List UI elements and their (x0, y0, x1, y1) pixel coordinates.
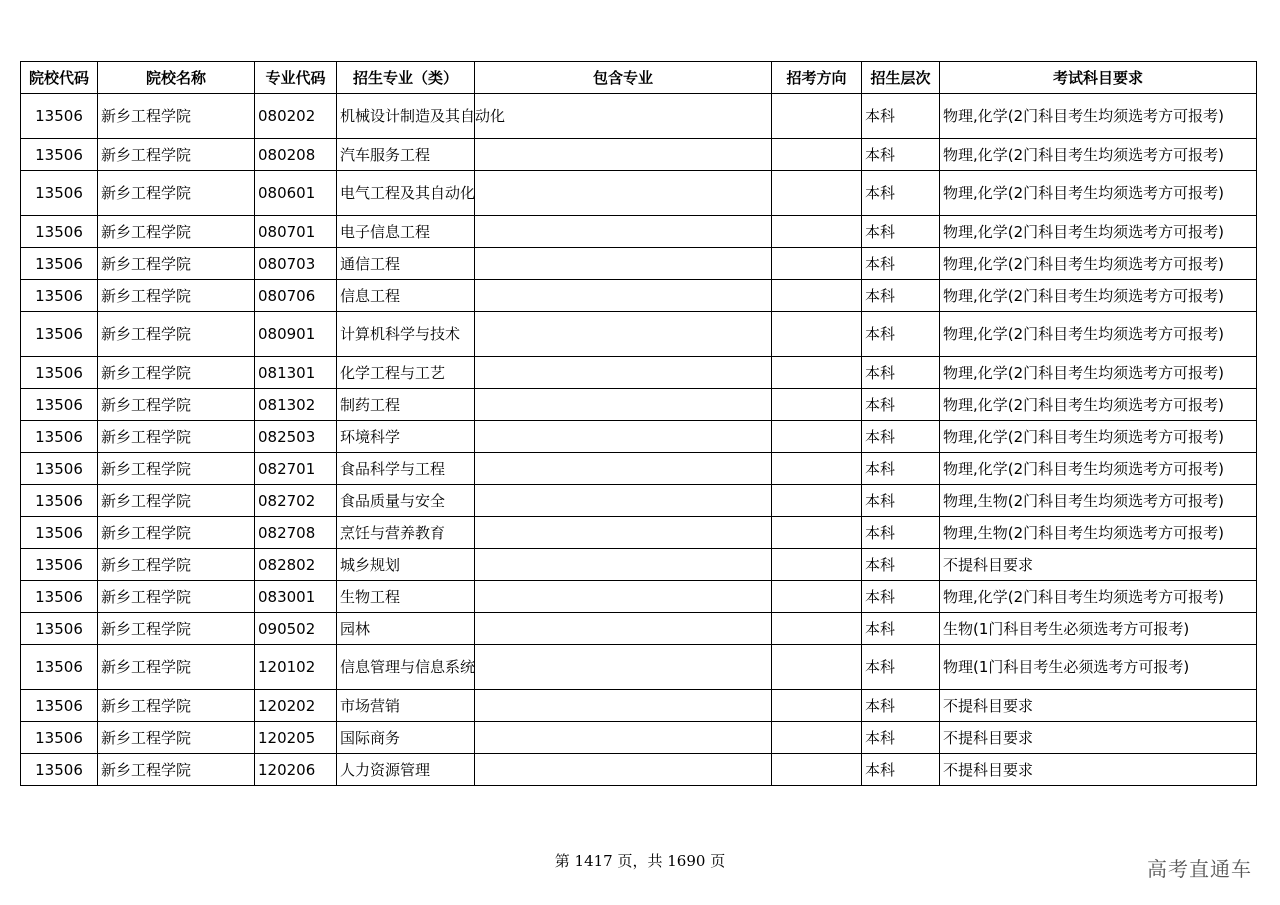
cell-school-code: 13506 (21, 94, 98, 139)
cell-major-code: 080202 (255, 94, 337, 139)
cell-major: 生物工程 (337, 581, 475, 613)
cell-direction (772, 722, 862, 754)
cell-direction (772, 248, 862, 280)
cell-included-majors (475, 94, 772, 139)
cell-major-code: 082702 (255, 485, 337, 517)
cell-included-majors (475, 722, 772, 754)
cell-level: 本科 (862, 485, 940, 517)
cell-school-name: 新乡工程学院 (98, 645, 255, 690)
cell-requirement: 物理,化学(2门科目考生均须选考方可报考) (940, 312, 1257, 357)
cell-direction (772, 280, 862, 312)
cell-level: 本科 (862, 517, 940, 549)
cell-requirement: 不提科目要求 (940, 754, 1257, 786)
cell-level: 本科 (862, 722, 940, 754)
cell-major: 电气工程及其自动化 (337, 171, 475, 216)
header-school-name: 院校名称 (98, 62, 255, 94)
cell-major-code: 082701 (255, 453, 337, 485)
cell-direction (772, 216, 862, 248)
cell-major: 通信工程 (337, 248, 475, 280)
cell-major-code: 080706 (255, 280, 337, 312)
cell-school-name: 新乡工程学院 (98, 581, 255, 613)
cell-direction (772, 453, 862, 485)
cell-direction (772, 94, 862, 139)
cell-level: 本科 (862, 581, 940, 613)
cell-requirement: 物理,化学(2门科目考生均须选考方可报考) (940, 171, 1257, 216)
cell-major-code: 081301 (255, 357, 337, 389)
cell-included-majors (475, 645, 772, 690)
cell-level: 本科 (862, 389, 940, 421)
cell-school-code: 13506 (21, 645, 98, 690)
cell-level: 本科 (862, 421, 940, 453)
cell-major-code: 080901 (255, 312, 337, 357)
cell-direction (772, 517, 862, 549)
watermark: 高考直通车 (1147, 857, 1252, 881)
cell-major: 人力资源管理 (337, 754, 475, 786)
cell-school-name: 新乡工程学院 (98, 517, 255, 549)
cell-direction (772, 485, 862, 517)
cell-included-majors (475, 453, 772, 485)
table-row (21, 216, 1257, 248)
table-row (21, 549, 1257, 581)
cell-major-code: 080208 (255, 139, 337, 171)
cell-school-code: 13506 (21, 216, 98, 248)
cell-school-name: 新乡工程学院 (98, 485, 255, 517)
cell-school-name: 新乡工程学院 (98, 94, 255, 139)
cell-included-majors (475, 517, 772, 549)
cell-major: 烹饪与营养教育 (337, 517, 475, 549)
cell-direction (772, 549, 862, 581)
cell-requirement: 物理,化学(2门科目考生均须选考方可报考) (940, 280, 1257, 312)
cell-school-code: 13506 (21, 171, 98, 216)
cell-school-name: 新乡工程学院 (98, 722, 255, 754)
cell-level: 本科 (862, 613, 940, 645)
cell-school-code: 13506 (21, 754, 98, 786)
cell-major: 电子信息工程 (337, 216, 475, 248)
cell-included-majors (475, 485, 772, 517)
header-row (21, 62, 1257, 94)
cell-requirement: 不提科目要求 (940, 722, 1257, 754)
cell-included-majors (475, 549, 772, 581)
table-row (21, 94, 1257, 139)
cell-direction (772, 139, 862, 171)
cell-requirement: 物理,化学(2门科目考生均须选考方可报考) (940, 139, 1257, 171)
cell-requirement: 物理,化学(2门科目考生均须选考方可报考) (940, 581, 1257, 613)
cell-level: 本科 (862, 549, 940, 581)
cell-school-code: 13506 (21, 139, 98, 171)
cell-major-code: 082708 (255, 517, 337, 549)
cell-requirement: 物理,化学(2门科目考生均须选考方可报考) (940, 421, 1257, 453)
cell-school-code: 13506 (21, 690, 98, 722)
cell-major-code: 080703 (255, 248, 337, 280)
cell-school-code: 13506 (21, 453, 98, 485)
cell-requirement: 物理,化学(2门科目考生均须选考方可报考) (940, 248, 1257, 280)
cell-major-code: 120202 (255, 690, 337, 722)
cell-school-name: 新乡工程学院 (98, 613, 255, 645)
table-row (21, 357, 1257, 389)
cell-included-majors (475, 581, 772, 613)
cell-school-name: 新乡工程学院 (98, 549, 255, 581)
cell-school-code: 13506 (21, 248, 98, 280)
cell-major-code: 090502 (255, 613, 337, 645)
cell-included-majors (475, 690, 772, 722)
cell-included-majors (475, 754, 772, 786)
cell-school-code: 13506 (21, 280, 98, 312)
cell-school-name: 新乡工程学院 (98, 357, 255, 389)
cell-requirement: 物理,生物(2门科目考生均须选考方可报考) (940, 485, 1257, 517)
header-major: 招生专业（类） (337, 62, 475, 94)
cell-school-code: 13506 (21, 389, 98, 421)
cell-level: 本科 (862, 312, 940, 357)
table-row (21, 690, 1257, 722)
cell-school-code: 13506 (21, 517, 98, 549)
cell-level: 本科 (862, 248, 940, 280)
cell-major: 城乡规划 (337, 549, 475, 581)
cell-direction (772, 690, 862, 722)
cell-direction (772, 312, 862, 357)
cell-level: 本科 (862, 357, 940, 389)
table-row (21, 421, 1257, 453)
cell-level: 本科 (862, 645, 940, 690)
cell-major-code: 080701 (255, 216, 337, 248)
cell-direction (772, 421, 862, 453)
cell-school-code: 13506 (21, 312, 98, 357)
cell-school-name: 新乡工程学院 (98, 453, 255, 485)
cell-requirement: 物理,化学(2门科目考生均须选考方可报考) (940, 453, 1257, 485)
cell-major-code: 080601 (255, 171, 337, 216)
cell-school-code: 13506 (21, 722, 98, 754)
cell-direction (772, 645, 862, 690)
cell-requirement: 物理,化学(2门科目考生均须选考方可报考) (940, 357, 1257, 389)
cell-direction (772, 754, 862, 786)
table-row (21, 139, 1257, 171)
cell-major: 环境科学 (337, 421, 475, 453)
header-included-majors: 包含专业 (475, 62, 772, 94)
cell-major-code: 083001 (255, 581, 337, 613)
cell-school-name: 新乡工程学院 (98, 690, 255, 722)
header-school-code: 院校代码 (21, 62, 98, 94)
cell-direction (772, 581, 862, 613)
table-row (21, 722, 1257, 754)
table-row (21, 613, 1257, 645)
header-direction: 招考方向 (772, 62, 862, 94)
cell-school-code: 13506 (21, 581, 98, 613)
cell-level: 本科 (862, 94, 940, 139)
cell-direction (772, 613, 862, 645)
cell-school-name: 新乡工程学院 (98, 248, 255, 280)
cell-major: 市场营销 (337, 690, 475, 722)
table-row (21, 754, 1257, 786)
table-row (21, 453, 1257, 485)
cell-school-code: 13506 (21, 613, 98, 645)
table-row (21, 517, 1257, 549)
cell-included-majors (475, 248, 772, 280)
cell-included-majors (475, 171, 772, 216)
cell-school-name: 新乡工程学院 (98, 139, 255, 171)
table-row (21, 312, 1257, 357)
admissions-table (20, 61, 1257, 786)
cell-school-code: 13506 (21, 357, 98, 389)
cell-major-code: 120206 (255, 754, 337, 786)
cell-requirement: 物理,化学(2门科目考生均须选考方可报考) (940, 216, 1257, 248)
page-footer: 第 1417 页，共 1690 页 (554, 852, 726, 870)
cell-major: 食品科学与工程 (337, 453, 475, 485)
cell-direction (772, 357, 862, 389)
cell-included-majors (475, 389, 772, 421)
cell-requirement: 不提科目要求 (940, 690, 1257, 722)
cell-level: 本科 (862, 139, 940, 171)
cell-school-code: 13506 (21, 421, 98, 453)
cell-school-name: 新乡工程学院 (98, 754, 255, 786)
cell-major: 信息管理与信息系统 (337, 645, 475, 690)
cell-level: 本科 (862, 280, 940, 312)
cell-included-majors (475, 613, 772, 645)
cell-major: 化学工程与工艺 (337, 357, 475, 389)
cell-level: 本科 (862, 216, 940, 248)
cell-school-name: 新乡工程学院 (98, 171, 255, 216)
cell-school-name: 新乡工程学院 (98, 389, 255, 421)
cell-major-code: 081302 (255, 389, 337, 421)
cell-major: 园林 (337, 613, 475, 645)
cell-included-majors (475, 357, 772, 389)
cell-major-code: 120102 (255, 645, 337, 690)
cell-requirement: 物理,化学(2门科目考生均须选考方可报考) (940, 94, 1257, 139)
table-row (21, 171, 1257, 216)
table-row (21, 645, 1257, 690)
cell-major-code: 082503 (255, 421, 337, 453)
cell-level: 本科 (862, 453, 940, 485)
table-body (21, 94, 1257, 786)
cell-major: 国际商务 (337, 722, 475, 754)
cell-included-majors (475, 216, 772, 248)
cell-major: 信息工程 (337, 280, 475, 312)
cell-requirement: 生物(1门科目考生必须选考方可报考) (940, 613, 1257, 645)
cell-level: 本科 (862, 690, 940, 722)
cell-school-name: 新乡工程学院 (98, 312, 255, 357)
cell-school-name: 新乡工程学院 (98, 421, 255, 453)
table-row (21, 485, 1257, 517)
table-row (21, 581, 1257, 613)
cell-direction (772, 171, 862, 216)
cell-requirement: 物理,生物(2门科目考生均须选考方可报考) (940, 517, 1257, 549)
table-row (21, 248, 1257, 280)
cell-included-majors (475, 421, 772, 453)
cell-requirement: 物理,化学(2门科目考生均须选考方可报考) (940, 389, 1257, 421)
cell-major: 食品质量与安全 (337, 485, 475, 517)
header-major-code: 专业代码 (255, 62, 337, 94)
cell-level: 本科 (862, 171, 940, 216)
cell-major: 汽车服务工程 (337, 139, 475, 171)
cell-major: 计算机科学与技术 (337, 312, 475, 357)
cell-requirement: 不提科目要求 (940, 549, 1257, 581)
cell-included-majors (475, 312, 772, 357)
cell-school-code: 13506 (21, 549, 98, 581)
cell-major: 机械设计制造及其自动化 (337, 94, 475, 139)
cell-level: 本科 (862, 754, 940, 786)
cell-school-name: 新乡工程学院 (98, 216, 255, 248)
cell-major: 制药工程 (337, 389, 475, 421)
header-level: 招生层次 (862, 62, 940, 94)
cell-school-code: 13506 (21, 485, 98, 517)
table-row (21, 280, 1257, 312)
cell-direction (772, 389, 862, 421)
cell-school-name: 新乡工程学院 (98, 280, 255, 312)
cell-major-code: 120205 (255, 722, 337, 754)
table-row (21, 389, 1257, 421)
cell-requirement: 物理(1门科目考生必须选考方可报考) (940, 645, 1257, 690)
cell-included-majors (475, 280, 772, 312)
cell-major-code: 082802 (255, 549, 337, 581)
cell-included-majors (475, 139, 772, 171)
header-requirement: 考试科目要求 (940, 62, 1257, 94)
